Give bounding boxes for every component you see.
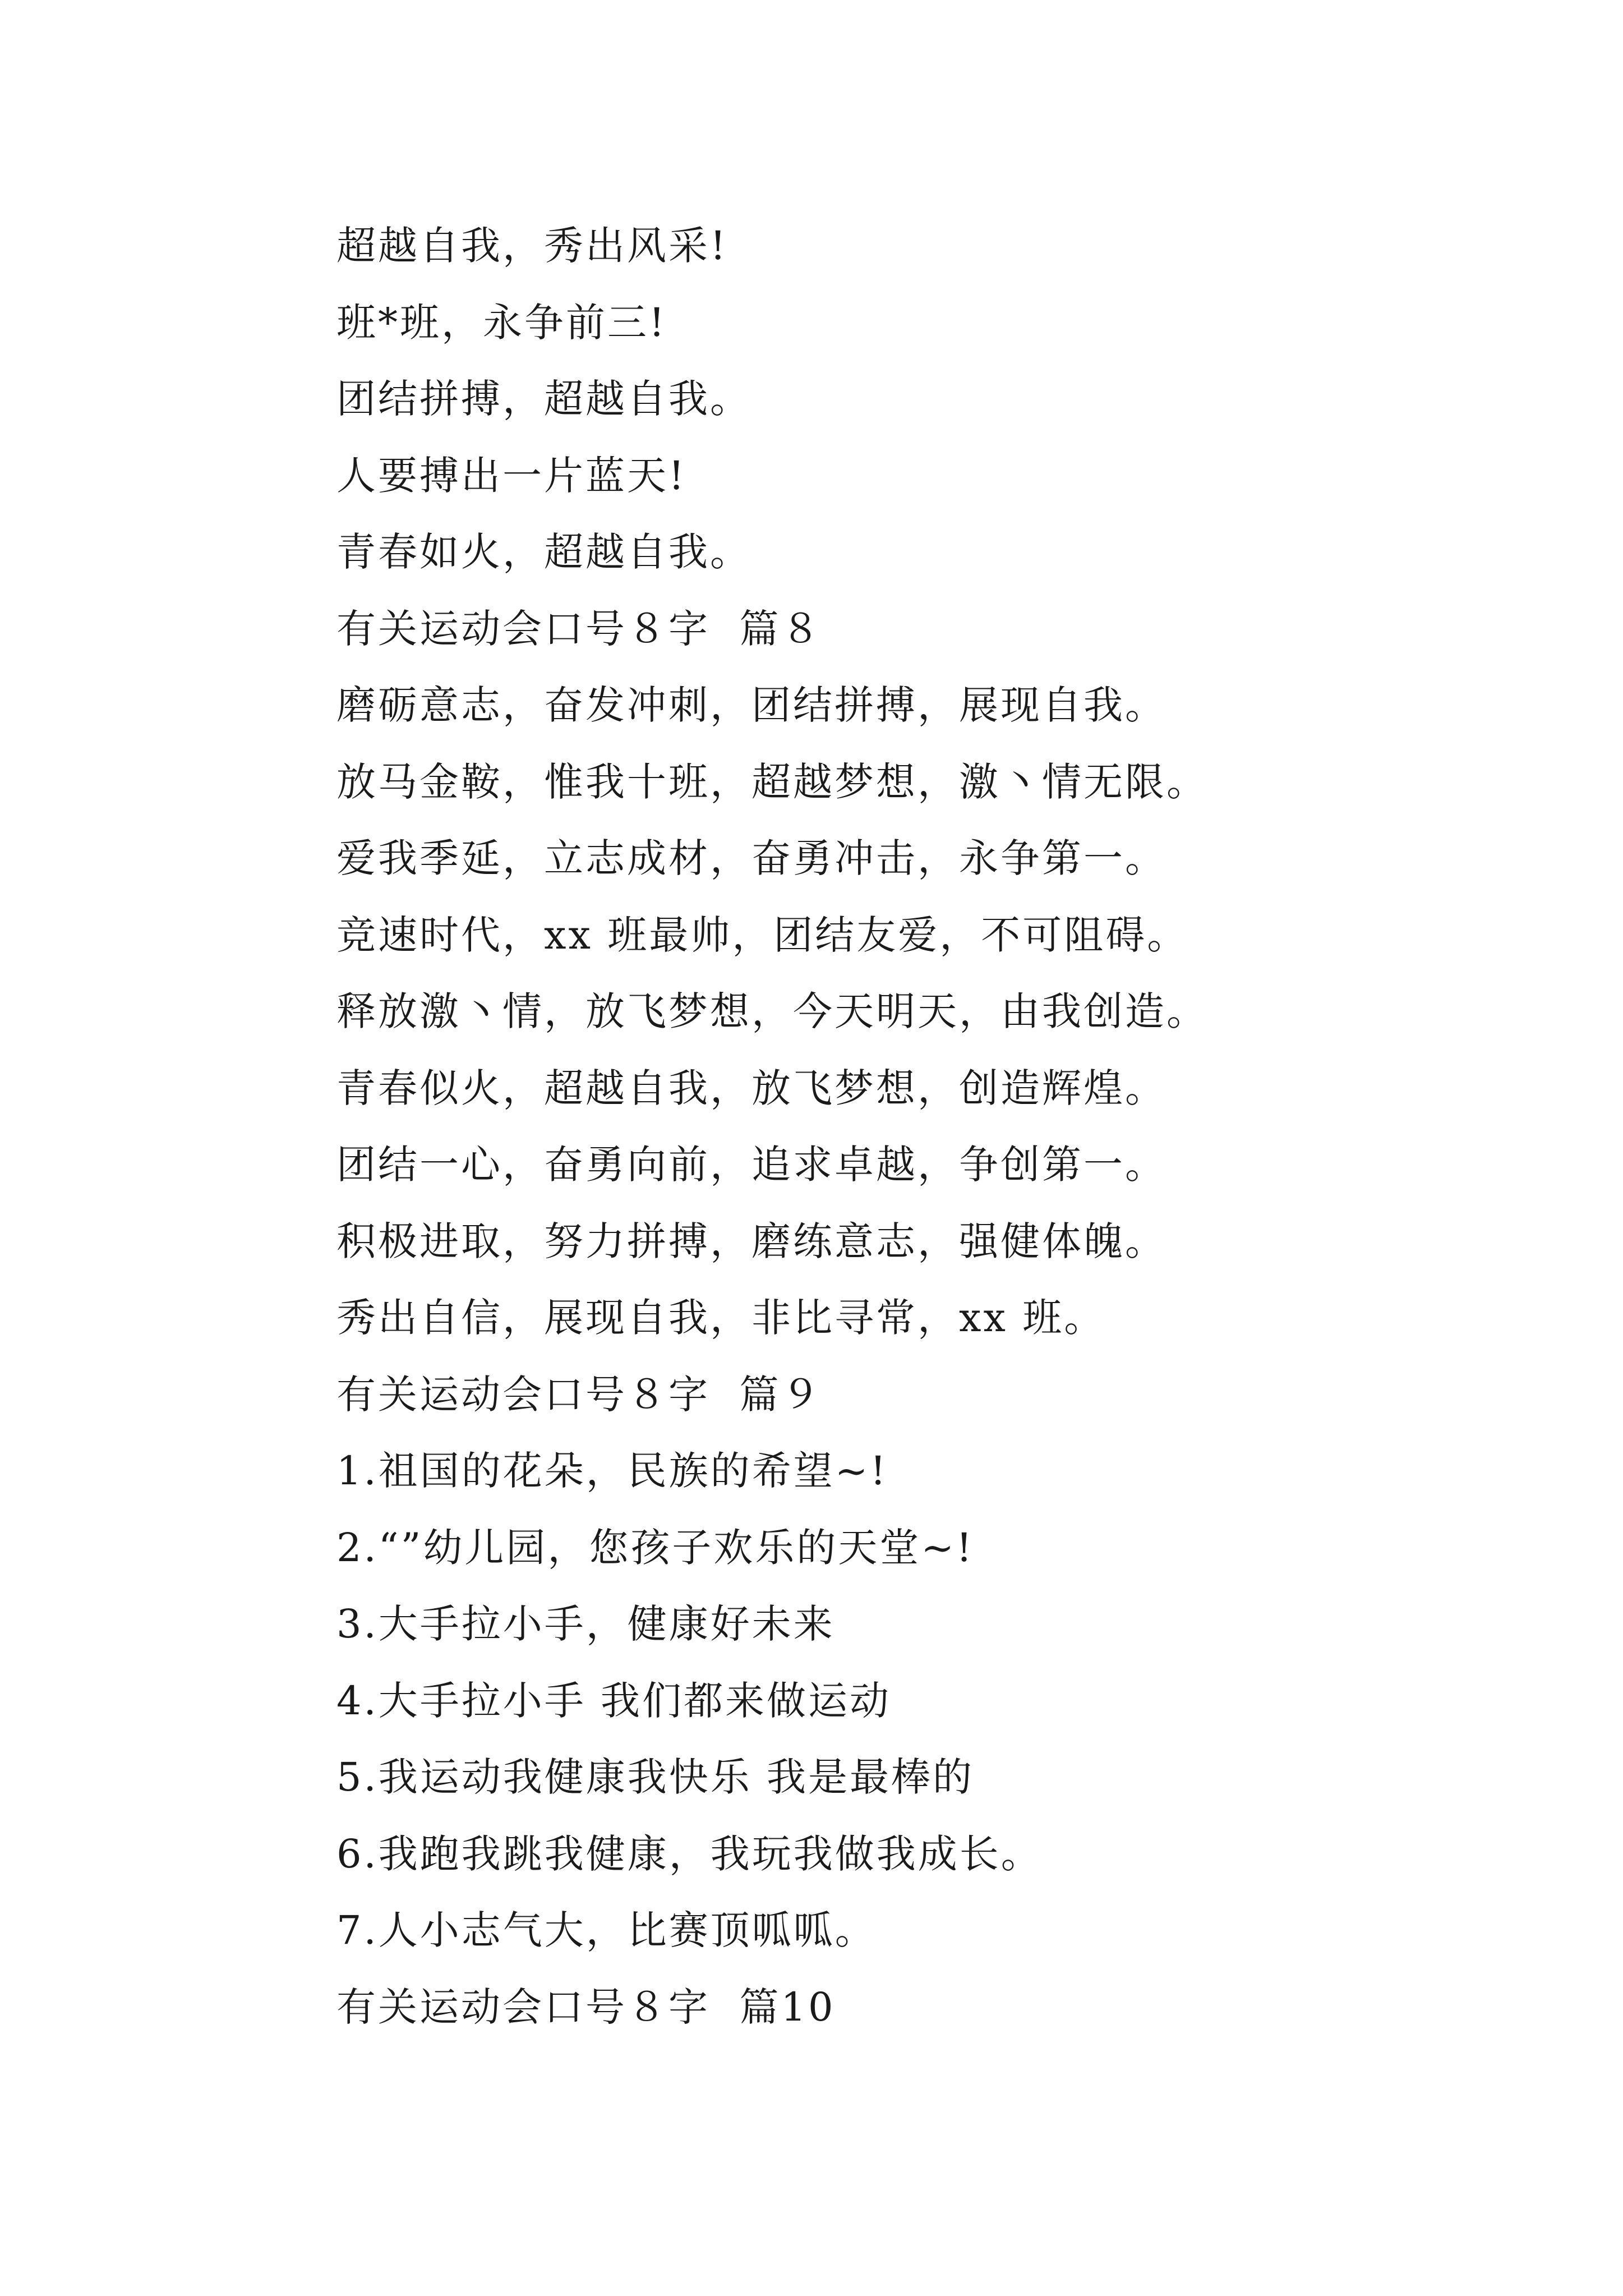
text-line: 秀出自信，展现自我，非比寻常，xx 班。 xyxy=(336,1295,1106,1341)
list-item: 6.我跑我跳我健康，我玩我做我成长。 xyxy=(336,1830,1043,1877)
text-line: 竞速时代，xx 班最帅，团结友爱，不可阻碍。 xyxy=(336,912,1189,958)
list-item: 3.大手拉小手，健康好未来 xyxy=(336,1601,835,1647)
list-item: 4.大手拉小手 我们都来做运动 xyxy=(336,1677,892,1724)
list-item: 7.人小志气大，比赛顶呱呱。 xyxy=(336,1907,877,1953)
text-line: 爱我季延，立志成材，奋勇冲击，永争第一。 xyxy=(336,835,1166,881)
section-heading: 有关运动会口号８字 篇８ xyxy=(336,605,823,652)
text-line: 青春似火，超越自我，放飞梦想，创造辉煌。 xyxy=(336,1065,1166,1111)
text-line: 释放激丶情，放飞梦想，今天明天，由我创造。 xyxy=(336,988,1208,1034)
text-line: 放马金鞍，惟我十班，超越梦想，激丶情无限。 xyxy=(336,758,1208,805)
list-item: 5.我运动我健康我快乐 我是最棒的 xyxy=(336,1754,975,1800)
text-line: 团结一心，奋勇向前，追求卓越，争创第一。 xyxy=(336,1142,1166,1188)
list-item: 2.“”幼儿园，您孩子欢乐的天堂~! xyxy=(336,1524,975,1571)
text-line: 积极进取，努力拼搏，磨练意志，强健体魄。 xyxy=(336,1218,1166,1264)
text-line: 磨砺意志，奋发冲刺，团结拼搏，展现自我。 xyxy=(336,682,1166,728)
text-line: 团结拼搏，超越自我。 xyxy=(336,376,751,422)
text-line: 超越自我，秀出风采! xyxy=(336,223,728,269)
document-body xyxy=(336,208,1542,2045)
list-item: 1.祖国的花朵，民族的希望~! xyxy=(336,1448,888,1494)
text-line: 班*班，永争前三! xyxy=(336,299,667,346)
text-line: 青春如火，超越自我。 xyxy=(336,529,751,575)
section-heading: 有关运动会口号８字 篇９ xyxy=(336,1371,823,1418)
section-heading: 有关运动会口号８字 篇10 xyxy=(336,1984,836,2030)
text-line: 人要搏出一片蓝天! xyxy=(336,452,687,499)
